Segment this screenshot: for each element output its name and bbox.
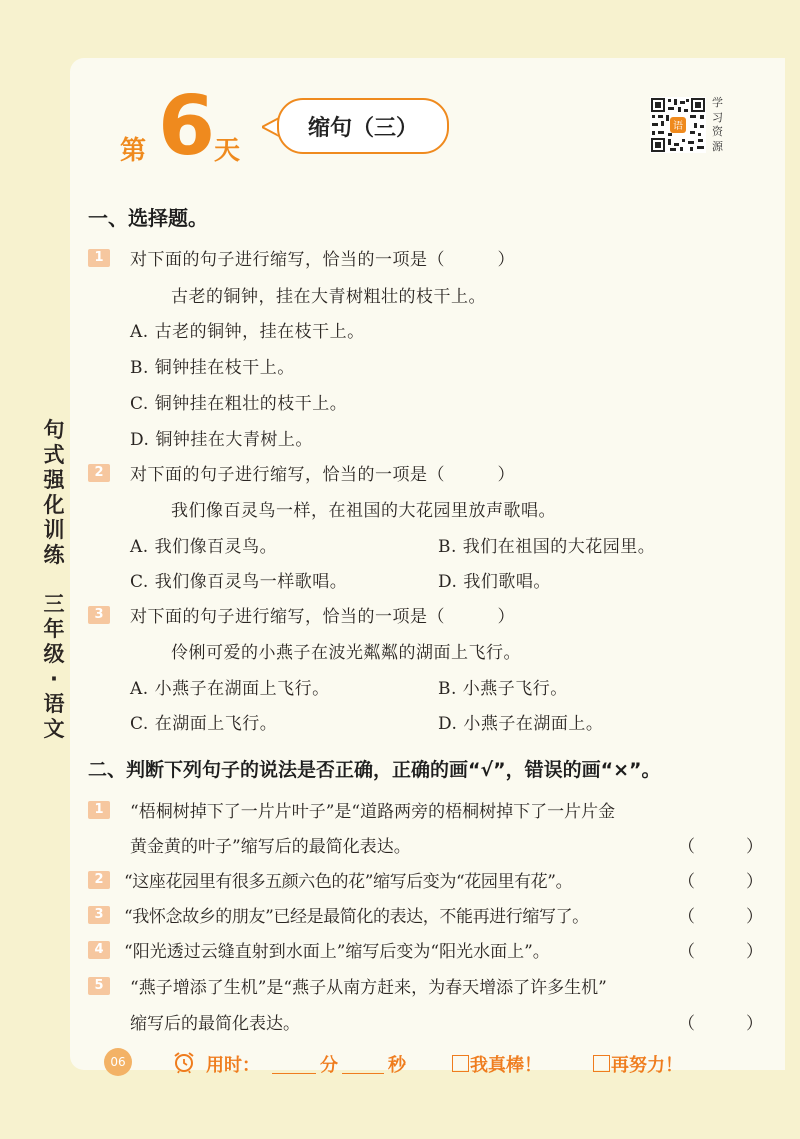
checkbox-great[interactable]: [452, 1055, 469, 1072]
option-c[interactable]: C. 在湖面上飞行。: [130, 714, 278, 734]
option-d[interactable]: D. 小燕子在湖面上。: [438, 714, 604, 734]
judge-item-line: “阳光透过云缝直射到水面上”缩写后变为“阳光水面上”。: [124, 942, 550, 962]
item-number-badge: 3: [88, 906, 110, 924]
day-suffix: 天: [214, 136, 241, 166]
option-b[interactable]: B. 铜钟挂在枝干上。: [130, 358, 295, 378]
side-char: 年: [43, 617, 65, 641]
option-c[interactable]: C. 我们像百灵鸟一样歌唱。: [130, 572, 348, 592]
question-sentence: 古老的铜钟，挂在大青树粗壮的枝干上。: [171, 287, 486, 307]
question-sentence: 我们像百灵鸟一样，在祖国的大花园里放声歌唱。: [171, 501, 556, 521]
side-char: 练: [43, 543, 65, 567]
side-char: 强: [43, 468, 65, 492]
side-char: 式: [43, 443, 65, 467]
side-char: 句: [43, 418, 65, 442]
question-number-badge: 2: [88, 464, 110, 482]
judge-item-line: “燕子增添了生机”是“燕子从南方赶来，为春天增添了许多生机”: [130, 978, 607, 998]
answer-blank[interactable]: （ ）: [678, 872, 763, 892]
alarm-clock-icon: [172, 1050, 196, 1074]
item-number-badge: 1: [88, 801, 110, 819]
answer-blank[interactable]: （ ）: [678, 942, 763, 962]
side-char: 语: [43, 692, 65, 716]
qr-caption-char: 学: [712, 96, 723, 109]
day-number: 6: [158, 79, 216, 174]
answer-blank[interactable]: （ ）: [678, 837, 763, 857]
side-char: 三: [43, 592, 65, 616]
checkbox-try-harder[interactable]: [593, 1055, 610, 1072]
item-number-badge: 4: [88, 941, 110, 959]
question-prompt: 对下面的句子进行缩写，恰当的一项是（ ）: [130, 250, 515, 270]
qr-caption: [712, 96, 726, 154]
answer-blank[interactable]: （ ）: [678, 1014, 763, 1034]
side-char: 化: [43, 493, 65, 517]
judge-item-line: 缩写后的最简化表达。: [130, 1014, 300, 1034]
qr-caption-char: 源: [712, 139, 723, 153]
option-b[interactable]: B. 我们在祖国的大花园里。: [438, 537, 656, 557]
section2-heading: 二、判断下列句子的说法是否正确，正确的画“√”，错误的画“×”。: [88, 759, 661, 781]
day-prefix: 第: [120, 136, 147, 166]
question-sentence: 伶俐可爱的小燕子在波光粼粼的湖面上飞行。: [171, 643, 521, 663]
section1-heading: 一、选择题。: [88, 206, 208, 230]
lesson-title: 缩句（三）: [277, 98, 449, 154]
option-b[interactable]: B. 小燕子飞行。: [438, 679, 568, 699]
item-number-badge: 5: [88, 977, 110, 995]
judge-item-line: “这座花园里有很多五颜六色的花”缩写后变为“花园里有花”。: [124, 872, 573, 892]
question-prompt: 对下面的句子进行缩写，恰当的一项是（ ）: [130, 465, 515, 485]
minute-unit: 分: [320, 1055, 338, 1076]
side-char: 文: [43, 717, 65, 741]
question-prompt: 对下面的句子进行缩写，恰当的一项是（ ）: [130, 607, 515, 627]
page-number: 06: [104, 1048, 132, 1076]
qr-code-icon[interactable]: [650, 97, 706, 153]
question-number-badge: 1: [88, 249, 110, 267]
answer-blank[interactable]: （ ）: [678, 907, 763, 927]
option-a[interactable]: A. 古老的铜钟，挂在枝干上。: [130, 322, 365, 342]
item-number-badge: 2: [88, 871, 110, 889]
option-c[interactable]: C. 铜钟挂在粗壮的枝干上。: [130, 394, 348, 414]
qr-caption-char: 习: [712, 110, 723, 124]
minutes-input[interactable]: [272, 1073, 316, 1074]
book-title-vertical: [38, 418, 70, 742]
seconds-input[interactable]: [342, 1073, 384, 1074]
side-char: ·: [50, 667, 58, 691]
option-d[interactable]: D. 铜钟挂在大青树上。: [130, 430, 313, 450]
second-unit: 秒: [388, 1055, 406, 1076]
checkbox-try-harder-label: 再努力！: [611, 1055, 683, 1076]
time-label: 用时：: [206, 1055, 260, 1076]
option-a[interactable]: A. 我们像百灵鸟。: [130, 537, 278, 557]
option-a[interactable]: A. 小燕子在湖面上飞行。: [130, 679, 330, 699]
side-char: 级: [43, 642, 65, 666]
option-d[interactable]: D. 我们歌唱。: [438, 572, 551, 592]
side-char: 训: [43, 518, 65, 542]
checkbox-great-label: 我真棒！: [470, 1055, 542, 1076]
question-number-badge: 3: [88, 606, 110, 624]
qr-caption-char: 资: [712, 125, 723, 138]
judge-item-line: “梧桐树掉下了一片片叶子”是“道路两旁的梧桐树掉下了一片片金: [130, 802, 616, 822]
judge-item-line: “我怀念故乡的朋友”已经是最简化的表达，不能再进行缩写了。: [124, 907, 589, 927]
qr-center-label: 语: [673, 121, 683, 132]
judge-item-line: 黄金黄的叶子”缩写后的最简化表达。: [130, 837, 411, 857]
